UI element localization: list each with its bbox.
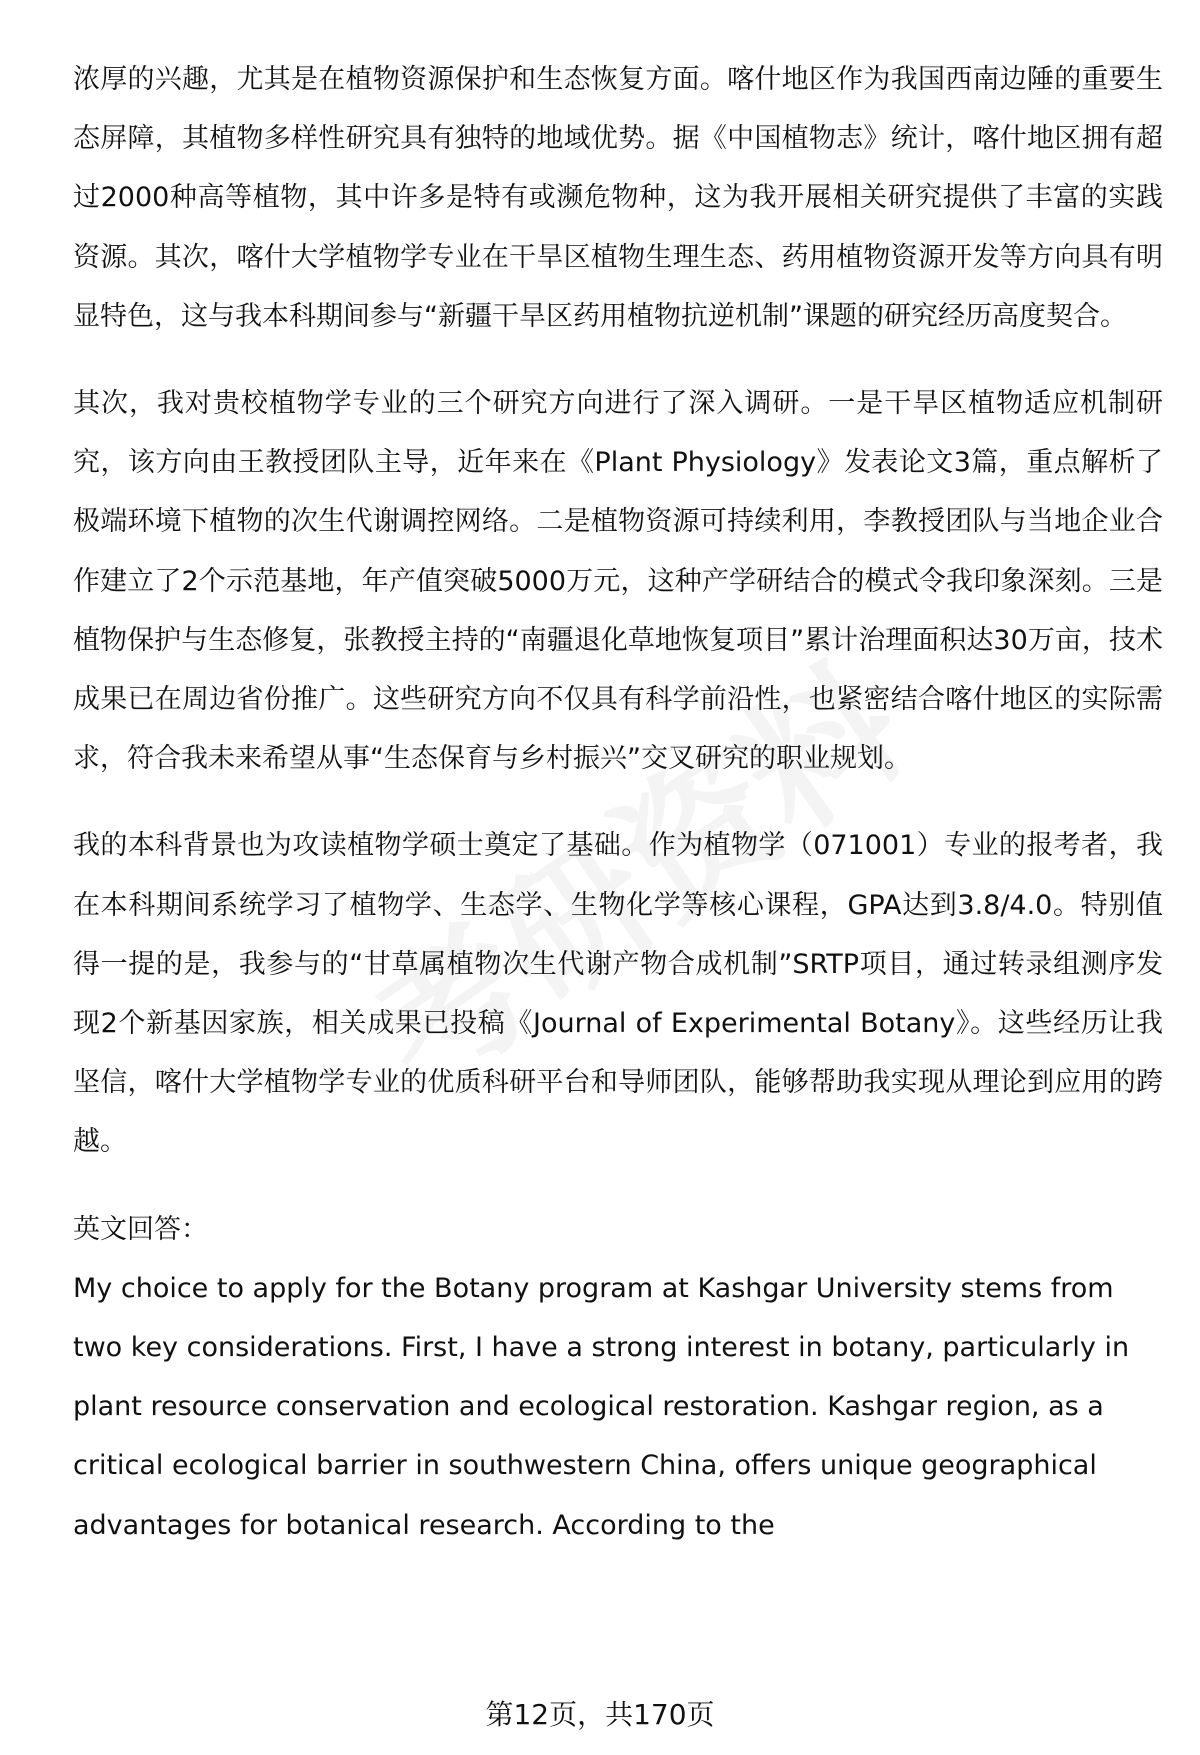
paragraph-2: 其次，我对贵校植物学专业的三个研究方向进行了深入调研。一是干旱区植物适应机制研究，该方向由王教授团队主导，近年来在《Plant Physiology》发表论文3篇，重点解析了极端环境下植物的次生代谢调控网络。二是植物资源可持续利用，李教授团队与当地企业合作建立了2个示范基地，年产值突破5000万元，这种产学研结合的模式令我印象深刻。三是植物保护与生态修复，张教授主持的“南疆退化草地恢复项目”累计治理面积达30万亩，技术成果已在周边省份推广。这些研究方向不仅具有科学前沿性，也紧密结合喀什地区的实际需求，符合我未来希望从事“生态保育与乡村振兴”交叉研究的职业规划。 bbox=[73, 388, 1163, 775]
english-answer-label: 英文回答： bbox=[73, 1213, 208, 1245]
page-footer: 第12页，共170页 bbox=[485, 1698, 715, 1731]
document-body bbox=[73, 50, 1163, 1555]
paragraph-3: 我的本科背景也为攻读植物学硕士奠定了基础。作为植物学（071001）专业的报考者，我在本科期间系统学习了植物学、生态学、生物化学等核心课程，GPA达到3.8/4.0。特别值得一提的是，我参与的“甘草属植物次生代谢产物合成机制”SRTP项目，通过转录组测序发现2个新基因家族，相关成果已投稿《Journal of Experimental Botany》。这些经历让我坚信，喀什大学植物学专业的优质科研平台和导师团队，能够帮助我实现从理论到应用的跨越。 bbox=[73, 830, 1163, 1158]
paragraph-1: 浓厚的兴趣，尤其是在植物资源保护和生态恢复方面。喀什地区作为我国西南边陲的重要生态屏障，其植物多样性研究具有独特的地域优势。据《中国植物志》统计，喀什地区拥有超过2000种高等植物，其中许多是特有或濒危物种，这为我开展相关研究提供了丰富的实践资源。其次，喀什大学植物学专业在干旱区植物生理生态、药用植物资源开发等方向具有明显特色，这与我本科期间参与“新疆干旱区药用植物抗逆机制”课题的研究经历高度契合。 bbox=[73, 64, 1163, 332]
english-paragraph: My choice to apply for the Botany program at Kashgar University stems from two key considerations. First, I have a strong interest in botany, particularly in plant resource conservation and ecological restoration. Kashgar region, as a critical ecological barrier in southwestern China, offers unique geographical advantages for botanical research. According to the bbox=[73, 1272, 1130, 1541]
